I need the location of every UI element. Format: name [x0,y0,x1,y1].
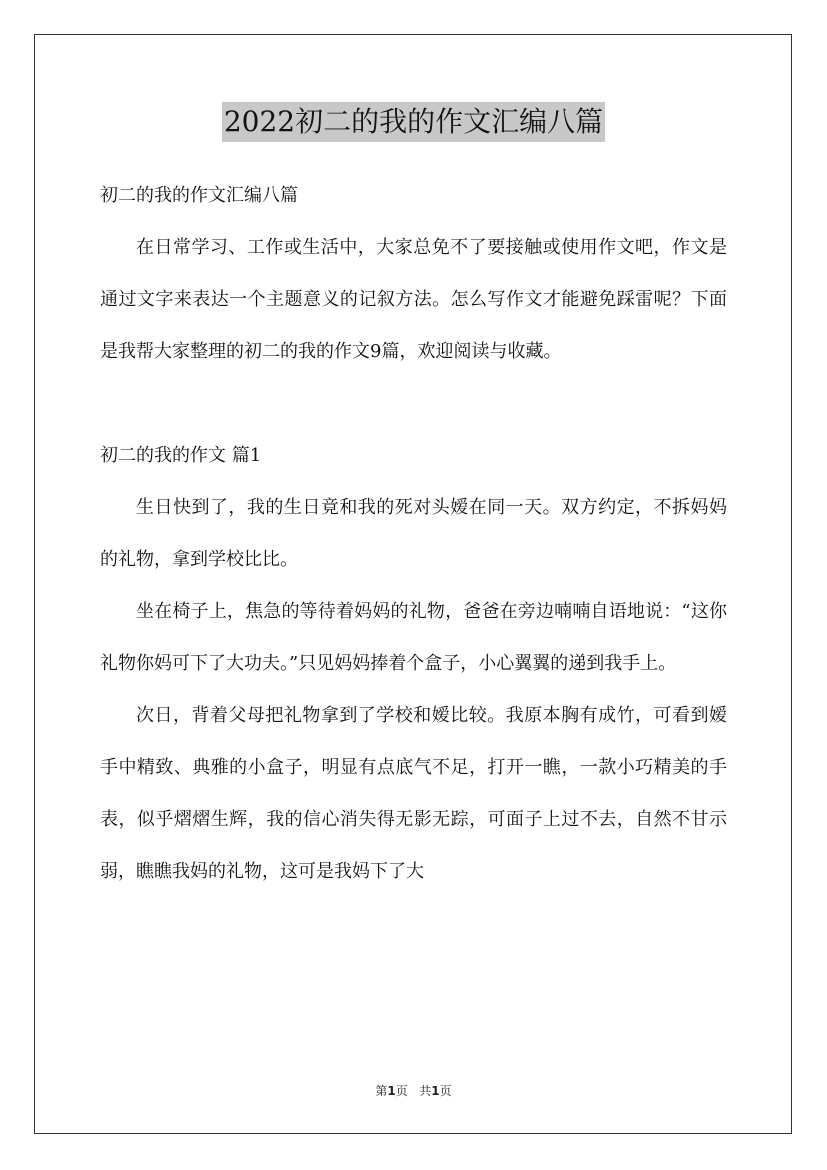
document-title: 2022初二的我的作文汇编八篇 [222,102,605,142]
body-paragraph-3: 次日，背着父母把礼物拿到了学校和嫒比较。我原本胸有成竹，可看到嫒手中精致、典雅的小盒子，明显有点底气不足，打开一瞧，一款小巧精美的手表，似乎熠熠生辉，我的信心消失得无影无踪，可面子上过不去，自然不甘示弱，瞧瞧我妈的礼物，这可是我妈下了大 [100,705,727,882]
intro-paragraph: 在日常学习、工作或生活中，大家总免不了要接触或使用作文吧，作文是通过文字来表达一个主题意义的记叙方法。怎么写作文才能避免踩雷呢？下面是我帮大家整理的初二的我的作文9篇，欢迎阅读与收藏。 [100,237,727,362]
document-subtitle: 初二的我的作文汇编八篇 [100,185,298,206]
page-label-prefix: 第 [375,1084,388,1098]
total-label-suffix: 页 [439,1084,452,1098]
body-paragraph-2: 坐在椅子上，焦急的等待着妈妈的礼物，爸爸在旁边喃喃自语地说：“这你礼物你妈可下了大功夫。”只见妈妈捧着个盒子，小心翼翼的递到我手上。 [100,601,727,674]
body-paragraph-1: 生日快到了，我的生日竟和我的死对头嫒在同一天。双方约定，不拆妈妈的礼物，拿到学校比比。 [100,497,727,570]
page-label-suffix: 页 [395,1084,408,1098]
section-heading: 初二的我的作文 篇1 [100,445,262,466]
page-number: 1 [387,1084,396,1098]
document-body [100,170,727,898]
total-pages: 1 [431,1084,440,1098]
title-container [0,102,827,142]
page-footer [0,1082,827,1099]
total-label-prefix: 共 [419,1084,432,1098]
